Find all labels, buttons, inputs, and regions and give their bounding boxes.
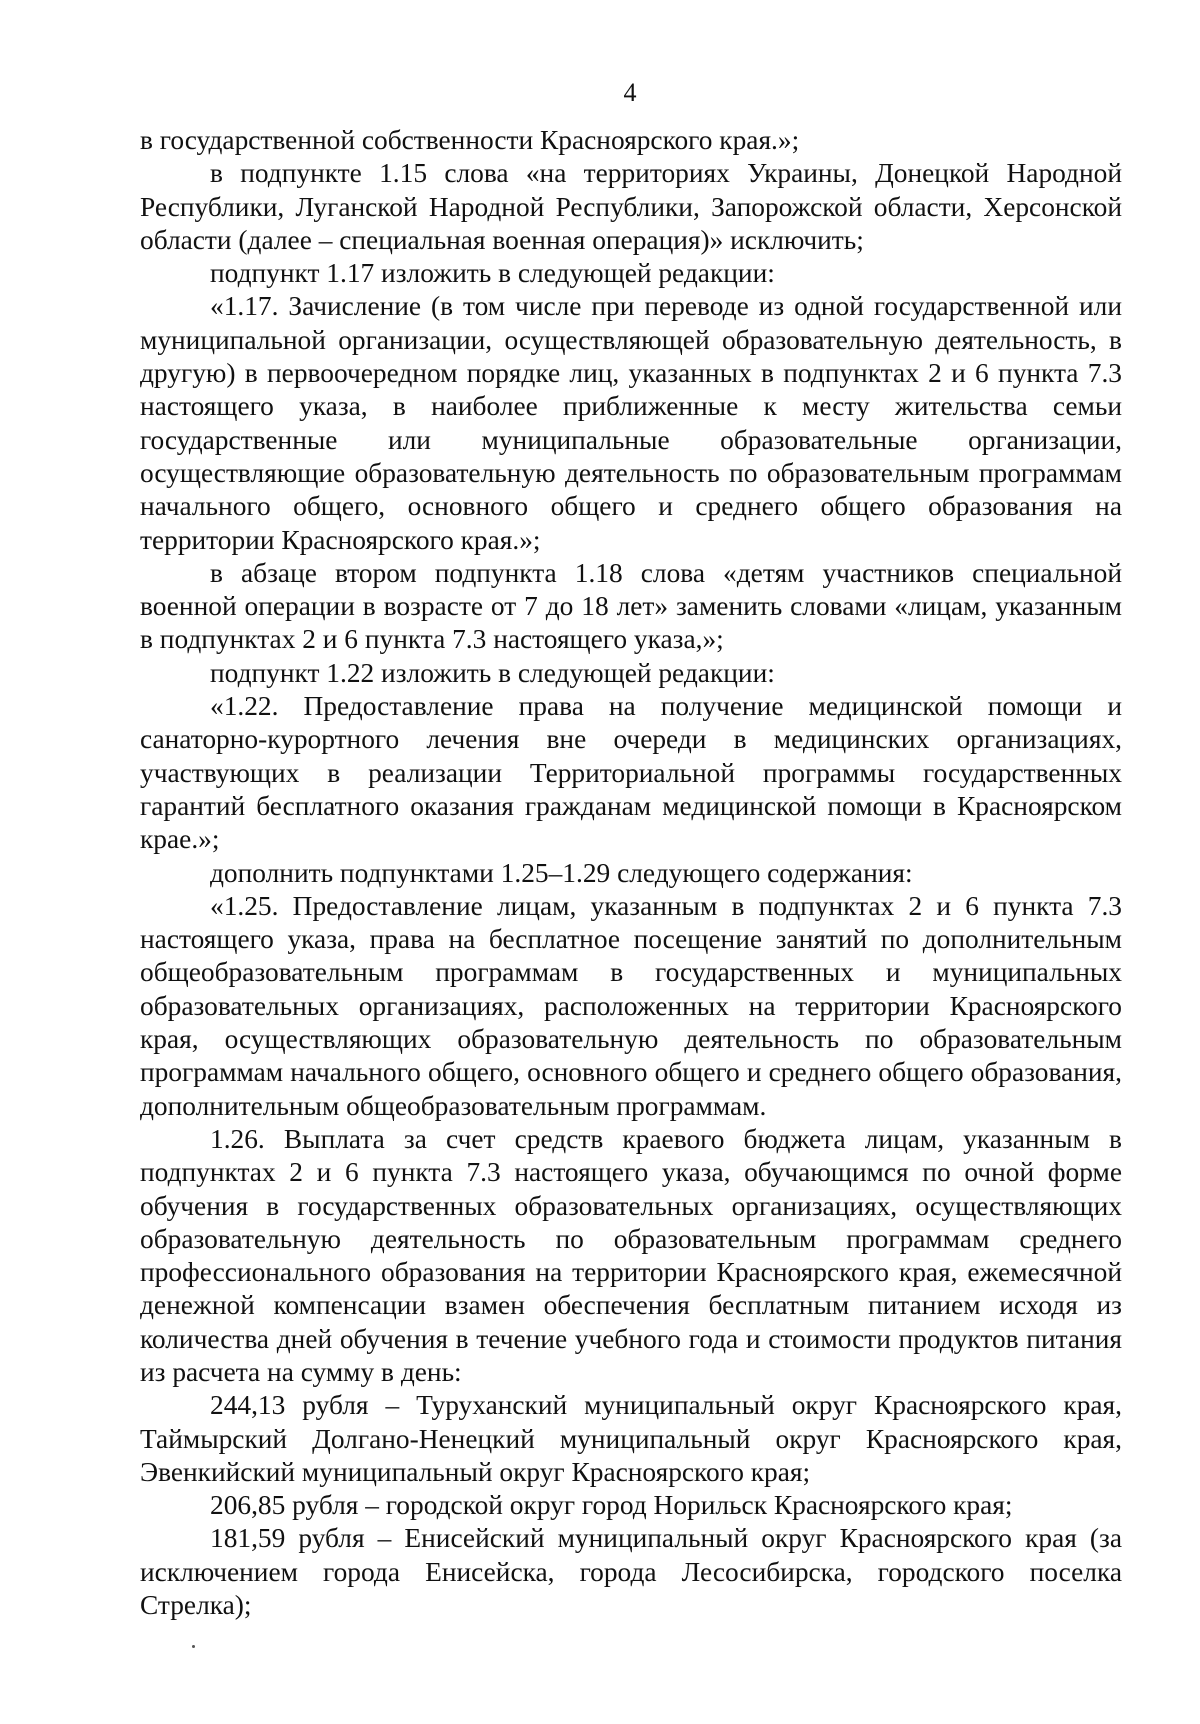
paragraph: подпункт 1.17 изложить в следующей редакции: [210, 258, 775, 289]
document-body [140, 124, 1122, 1622]
paragraph: 181,59 рубля – Енисейский муниципальный округ Красноярского края (за исключением города Енисейска, города Лесосибирска, городского поселка Стрелка); [140, 1523, 1122, 1621]
paragraph: «1.17. Зачисление (в том числе при переводе из одной государственной или муниципальной организации, осуществляющей образовательную деятельность, в другую) в первоочередном порядке лиц, указанных в подпунктах 2 и 6 пункта 7.3 настоящего указа, в наиболее приближенные к месту жительства семьи государственные или муниципальные образовательные организации, осуществляющие образовательную деятельность по образовательным программам начального общего, основного общего и среднего общего образования на территории Красноярского края.»; [140, 291, 1122, 555]
paragraph: дополнить подпунктами 1.25–1.29 следующего содержания: [210, 857, 913, 888]
paragraph: 244,13 рубля – Туруханский муниципальный округ Красноярского края, Таймырский Долгано-Ненецкий муниципальный округ Красноярского края, Эвенкийский муниципальный округ Красноярского края; [140, 1390, 1122, 1487]
paragraph: «1.22. Предоставление права на получение медицинской помощи и санаторно-курортного лечения вне очереди в медицинских организациях, участвующих в реализации Территориальной программы государственных гарантий бесплатного оказания гражданам медицинской помощи в Красноярском крае.»; [140, 691, 1122, 855]
paragraph: 206,85 рубля – городской округ город Норильск Красноярского края; [210, 1490, 1013, 1521]
paragraph: «1.25. Предоставление лицам, указанным в подпунктах 2 и 6 пункта 7.3 настоящего указа, права на бесплатное посещение занятий по дополнительным общеобразовательным программам в государственных и муниципальных образовательных организациях, расположенных на территории Красноярского края, осуществляющих образовательную деятельность по образовательным программам начального общего, основного общего и среднего общего образования, дополнительным общеобразовательным программам. [140, 890, 1122, 1121]
paragraph: в государственной собственности Красноярского края.»; [140, 125, 800, 155]
paragraph: в подпункте 1.15 слова «на территориях Украины, Донецкой Народной Республики, Луганской Народной Республики, Запорожской области, Херсонской области (далее – специальная военная операция)» исключить; [140, 158, 1122, 255]
page-number: 4 [623, 78, 637, 107]
paragraph: подпункт 1.22 изложить в следующей редакции: [210, 657, 775, 688]
paragraph: 1.26. Выплата за счет средств краевого бюджета лицам, указанным в подпунктах 2 и 6 пункта 7.3 настоящего указа, обучающимся по очной форме обучения в государственных образовательных организациях, осуществляющих образовательную деятельность по образовательным программам среднего профессионального образования на территории Красноярского края, ежемесячной денежной компенсации взамен обеспечения бесплатным питанием исходя из количества дней обучения в течение учебного года и стоимости продуктов питания из расчета на сумму в день: [140, 1123, 1122, 1387]
scan-speck [192, 1645, 195, 1648]
paragraph: в абзаце втором подпункта 1.18 слова «детям участников специальной военной операции в возрасте от 7 до 18 лет» заменить словами «лицам, указанным в подпунктах 2 и 6 пункта 7.3 настоящего указа,»; [140, 557, 1122, 655]
